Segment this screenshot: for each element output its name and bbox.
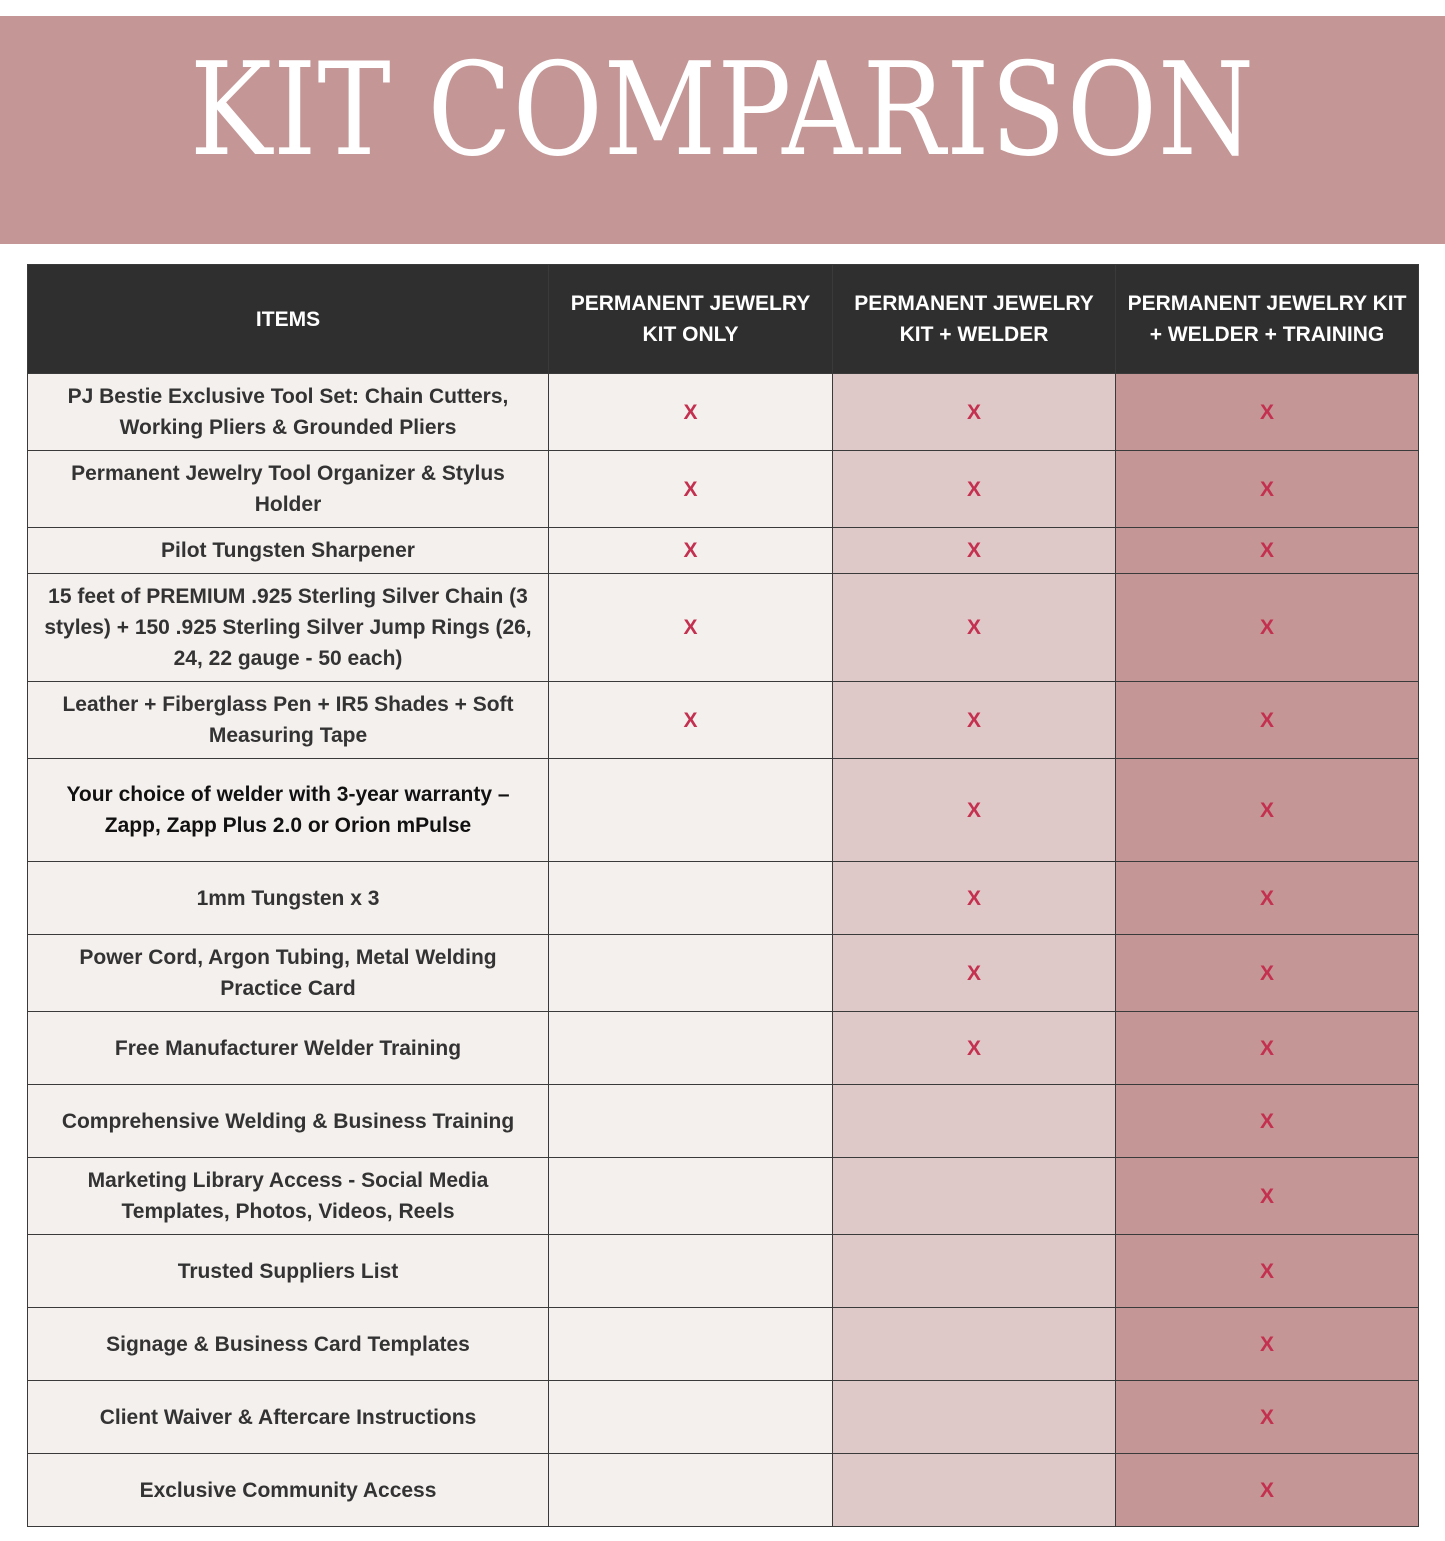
included-mark: X [1259, 1332, 1274, 1356]
kit-only-cell [549, 1012, 833, 1085]
included-mark: X [1259, 1184, 1274, 1208]
kit-welder-training-cell [1116, 1308, 1419, 1381]
kit-welder-cell [833, 1454, 1116, 1527]
included-mark: X [1259, 1109, 1274, 1133]
kit-welder-cell [833, 574, 1116, 682]
included-mark: X [1259, 400, 1274, 424]
included-mark: X [1259, 1259, 1274, 1283]
kit-welder-training-cell [1116, 1158, 1419, 1235]
kit-welder-cell [833, 1308, 1116, 1381]
included-mark: X [966, 961, 981, 985]
table-row [28, 1085, 1419, 1158]
header-row [28, 265, 1419, 374]
kit-welder-training-cell [1116, 528, 1419, 574]
comparison-table-container [27, 264, 1418, 1527]
table-row [28, 1012, 1419, 1085]
item-cell: Trusted Suppliers List [28, 1235, 549, 1308]
kit-welder-cell [833, 1381, 1116, 1454]
included-mark: X [966, 886, 981, 910]
kit-only-cell [549, 1381, 833, 1454]
item-cell: Exclusive Community Access [28, 1454, 549, 1527]
table-row [28, 862, 1419, 935]
included-mark: X [966, 708, 981, 732]
included-mark: X [1259, 961, 1274, 985]
kit-only-cell [549, 682, 833, 759]
title-banner [0, 16, 1445, 244]
kit-only-cell [549, 1158, 833, 1235]
kit-welder-training-cell [1116, 1085, 1419, 1158]
item-cell: Your choice of welder with 3-year warranty – Zapp, Zapp Plus 2.0 or Orion mPulse [28, 759, 549, 862]
kit-welder-training-cell [1116, 1381, 1419, 1454]
kit-welder-training-cell [1116, 374, 1419, 451]
included-mark: X [683, 616, 698, 639]
item-cell: Signage & Business Card Templates [28, 1308, 549, 1381]
header-items: ITEMS [28, 265, 549, 374]
header-kit-welder: PERMANENT JEWELRY KIT + WELDER [833, 265, 1116, 374]
item-cell: PJ Bestie Exclusive Tool Set: Chain Cutters, Working Pliers & Grounded Pliers [28, 374, 549, 451]
kit-only-cell [549, 759, 833, 862]
item-cell: Client Waiver & Aftercare Instructions [28, 1381, 549, 1454]
comparison-table [27, 264, 1419, 1527]
kit-welder-training-cell [1116, 1454, 1419, 1527]
included-mark: X [1259, 886, 1274, 910]
kit-welder-cell [833, 528, 1116, 574]
table-row [28, 1235, 1419, 1308]
item-cell: Marketing Library Access - Social Media Templates, Photos, Videos, Reels [28, 1158, 549, 1235]
page-title: KIT COMPARISON [189, 36, 1256, 185]
kit-welder-training-cell [1116, 759, 1419, 862]
included-mark: X [966, 616, 981, 639]
kit-only-cell [549, 862, 833, 935]
kit-only-cell [549, 451, 833, 528]
table-row [28, 528, 1419, 574]
kit-only-cell [549, 374, 833, 451]
kit-welder-cell [833, 935, 1116, 1012]
header-kit-welder-training: PERMANENT JEWELRY KIT + WELDER + TRAINING [1116, 265, 1419, 374]
kit-only-cell [549, 935, 833, 1012]
kit-welder-training-cell [1116, 682, 1419, 759]
kit-welder-cell [833, 1235, 1116, 1308]
kit-welder-cell [833, 1012, 1116, 1085]
kit-only-cell [549, 1085, 833, 1158]
item-cell: Pilot Tungsten Sharpener [28, 528, 549, 574]
kit-welder-cell [833, 682, 1116, 759]
item-cell: Free Manufacturer Welder Training [28, 1012, 549, 1085]
included-mark: X [683, 477, 698, 501]
item-cell: Power Cord, Argon Tubing, Metal Welding Practice Card [28, 935, 549, 1012]
included-mark: X [1259, 539, 1274, 562]
kit-only-cell [549, 528, 833, 574]
table-row [28, 1308, 1419, 1381]
included-mark: X [966, 477, 981, 501]
included-mark: X [1259, 477, 1274, 501]
kit-welder-training-cell [1116, 935, 1419, 1012]
included-mark: X [683, 400, 698, 424]
included-mark: X [1259, 798, 1274, 822]
item-cell: Comprehensive Welding & Business Training [28, 1085, 549, 1158]
kit-welder-cell [833, 451, 1116, 528]
table-row [28, 1381, 1419, 1454]
kit-welder-training-cell [1116, 1235, 1419, 1308]
kit-welder-cell [833, 1085, 1116, 1158]
item-cell: Leather + Fiberglass Pen + IR5 Shades + Soft Measuring Tape [28, 682, 549, 759]
included-mark: X [683, 539, 698, 562]
kit-welder-training-cell [1116, 1012, 1419, 1085]
table-row [28, 374, 1419, 451]
included-mark: X [1259, 1405, 1274, 1429]
header-kit-only: PERMANENT JEWELRY KIT ONLY [549, 265, 833, 374]
table-row [28, 1158, 1419, 1235]
item-cell: Permanent Jewelry Tool Organizer & Stylus Holder [28, 451, 549, 528]
kit-welder-cell [833, 1158, 1116, 1235]
included-mark: X [966, 400, 981, 424]
kit-only-cell [549, 574, 833, 682]
included-mark: X [683, 708, 698, 732]
kit-welder-cell [833, 374, 1116, 451]
item-cell: 1mm Tungsten x 3 [28, 862, 549, 935]
kit-welder-cell [833, 862, 1116, 935]
kit-only-cell [549, 1308, 833, 1381]
included-mark: X [966, 1036, 981, 1060]
kit-welder-training-cell [1116, 862, 1419, 935]
included-mark: X [1259, 1478, 1274, 1502]
table-row [28, 682, 1419, 759]
included-mark: X [1259, 1036, 1274, 1060]
included-mark: X [966, 798, 981, 822]
kit-only-cell [549, 1235, 833, 1308]
included-mark: X [966, 539, 981, 562]
kit-only-cell [549, 1454, 833, 1527]
kit-welder-cell [833, 759, 1116, 862]
table-row [28, 574, 1419, 682]
included-mark: X [1259, 616, 1274, 639]
item-cell: 15 feet of PREMIUM .925 Sterling Silver Chain (3 styles) + 150 .925 Sterling Silver Jump Rings (26, 24, 22 gauge - 50 each) [28, 574, 549, 682]
table-row [28, 935, 1419, 1012]
kit-welder-training-cell [1116, 451, 1419, 528]
kit-welder-training-cell [1116, 574, 1419, 682]
table-row [28, 451, 1419, 528]
included-mark: X [1259, 708, 1274, 732]
table-row [28, 759, 1419, 862]
table-row [28, 1454, 1419, 1527]
